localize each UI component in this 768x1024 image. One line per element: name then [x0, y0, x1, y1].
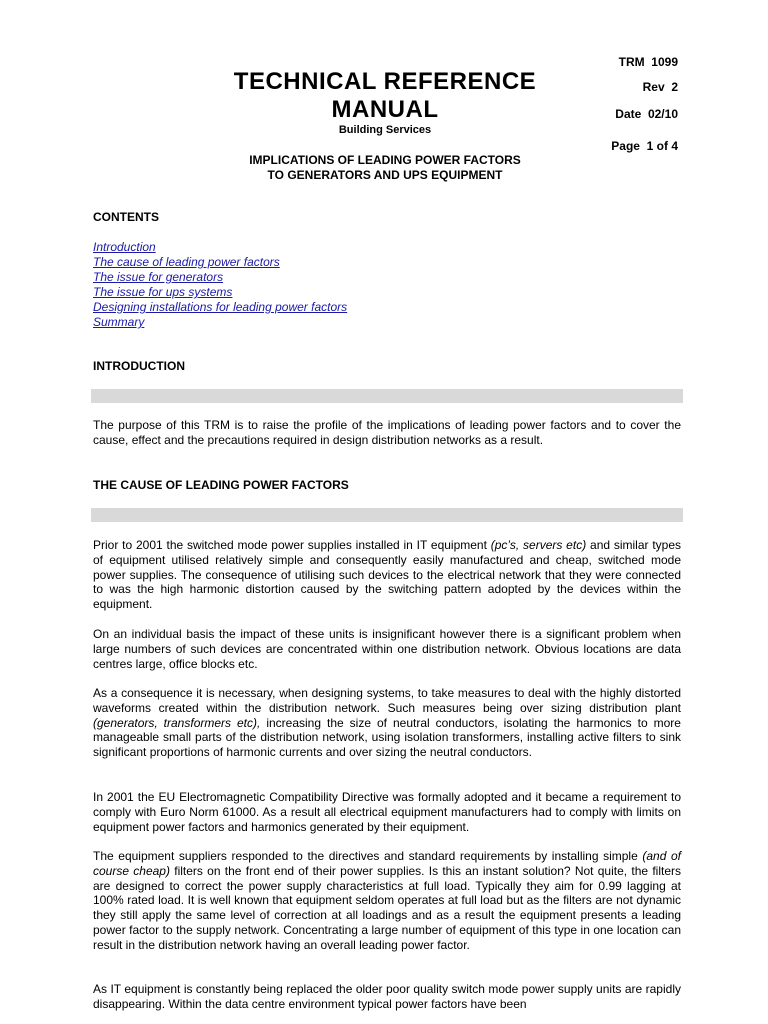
page-number: Page 1 of 4 — [611, 139, 678, 153]
manual-title-line2: MANUAL — [331, 96, 439, 123]
toc-link-designing[interactable]: Designing installations for leading power factors — [93, 300, 348, 314]
cause-paragraph-2: On an individual basis the impact of these units is insignificant however there is a significant problem when large numbers of such devices are concentrated within one distribution network. Obvious locations are data centres large, office blocks etc. — [93, 627, 681, 671]
section-divider-band — [91, 389, 683, 403]
toc-item — [93, 300, 347, 315]
cause-paragraph-1: Prior to 2001 the switched mode power supplies installed in IT equipment (pc’s, servers etc) and similar types of equipment utilised relatively simple and consequently easily manufactured and cheap, switched mode power supplies. The consequence of utilising such devices to the electrical network that they were connected to was the high harmonic distortion caused by the switching pattern adopted by the devices within the equipment. — [93, 538, 682, 612]
introduction-paragraph: The purpose of this TRM is to raise the profile of the implications of leading power factors and to cover the cause, effect and the precautions required in design distribution networks as a result. — [93, 418, 681, 447]
cause-heading: THE CAUSE OF LEADING POWER FACTORS — [93, 478, 349, 492]
toc-link-summary[interactable]: Summary — [93, 315, 145, 329]
introduction-heading: INTRODUCTION — [93, 359, 185, 373]
toc-item — [93, 240, 347, 255]
section-divider-band — [91, 508, 683, 522]
toc-item — [93, 270, 347, 285]
manual-subtitle: Building Services — [338, 124, 432, 136]
toc-link-generators[interactable]: The issue for generators — [93, 270, 224, 284]
table-of-contents — [93, 240, 347, 330]
document-date: Date 02/10 — [615, 107, 678, 121]
cause-paragraph-6: As IT equipment is constantly being replaced the older poor quality switch mode power supply units are rapidly disappearing. Within the data centre environment typical power factors have been — [93, 982, 681, 1011]
manual-title-line1: TECHNICAL REFERENCE — [233, 68, 537, 95]
contents-heading: CONTENTS — [93, 210, 159, 224]
toc-link-ups-systems[interactable]: The issue for ups systems — [93, 285, 233, 299]
revision: Rev 2 — [642, 80, 678, 94]
document-title-line2: TO GENERATORS AND UPS EQUIPMENT — [267, 168, 503, 182]
toc-link-cause[interactable]: The cause of leading power factors — [93, 255, 280, 269]
trm-number: TRM 1099 — [618, 55, 678, 69]
cause-paragraph-4: In 2001 the EU Electromagnetic Compatibility Directive was formally adopted and it became a requirement to comply with Euro Norm 61000. As a result all electrical equipment manufacturers had to comply with limits on equipment power factors and harmonics generated by their equipment. — [93, 790, 681, 834]
toc-item — [93, 285, 347, 300]
toc-link-introduction[interactable]: Introduction — [93, 240, 156, 254]
toc-item — [93, 255, 347, 270]
cause-paragraph-5: The equipment suppliers responded to the directives and standard requirements by installing simple (and of course cheap) filters on the front end of their power supplies. Is this an instant solution? Not quite, the filters are designed to correct the power supply characteristics at full load. Typically they aim for 0.99 lagging at 100% rated load. It is well known that equipment seldom operates at full load but as the filters are not dynamic they still apply the same level of correction at all loadings and as a result the equipment presents a leading power factor to the supply network. Concentrating a large number of equipment of this type in one location can result in the distribution network having an overall leading power factor. — [93, 849, 681, 952]
document-title-line1: IMPLICATIONS OF LEADING POWER FACTORS — [249, 153, 521, 167]
cause-paragraph-3: As a consequence it is necessary, when designing systems, to take measures to deal with the highly distorted waveforms created within the distribution network. Such measures being over sizing distribution plant (generators, transformers etc), increasing the size of neutral conductors, isolating the harmonics to more manageable small parts of the distribution network, using isolation transformers, installing active filters to sink significant proportions of harmonic currents and over sizing the neutral conductors. — [93, 686, 681, 760]
toc-item — [93, 315, 347, 330]
